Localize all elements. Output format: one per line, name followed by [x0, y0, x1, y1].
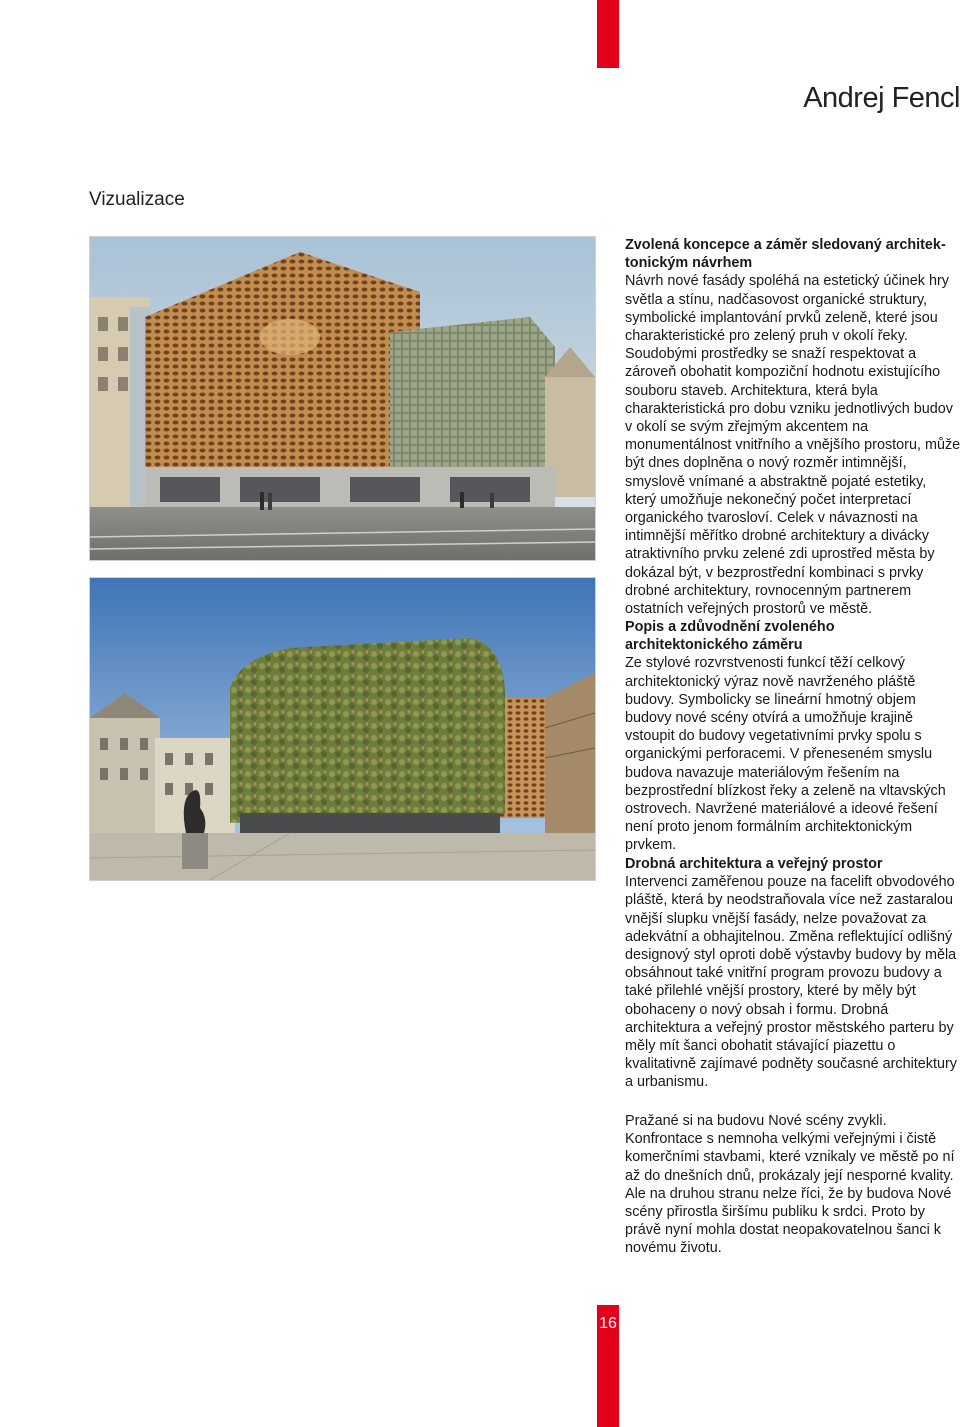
block-text: Ze stylové rozvrstvenosti funkcí těží celkový architektonický výraz nově navrženého pláště budovy. Symbolicky se lineární hmotný objem budovy nové scény otvírá a umožňuje krajině vstoupit do budovy vegetativními prvky spolu s organickými perforacemi. V přeneseném smyslu budova navazuje materiálovým řešením na bezprostřední blízkost řeky a zeleně na vltavských ostrovech. Navržené materiálové a ideové řešení není proto jenom formálním architektonickým prvkem. [625, 655, 946, 854]
text-block-closing [625, 1112, 960, 1258]
block-title: Zvolená koncepce a záměr sledovaný architek- tonickým návrhem [625, 237, 946, 272]
top-accent-bar [597, 0, 619, 68]
block-title: Drobná architektura a veřejný prostor [625, 856, 883, 872]
photo-plaza-view [89, 577, 596, 881]
photo-street-illustration [90, 237, 595, 560]
text-block-concept [625, 236, 960, 618]
text-column-4 [625, 1112, 960, 1258]
text-block-description [625, 618, 960, 855]
block-text: Pražané si na budovu Nové scény zvykli. Konfrontace s nemnoha velkými veřejnými i čistě komerčními stavbami, které vznikaly ve městě po ní až do dnešních dnů, prokázaly její nesporné kvality. Ale na druhou stranu nelze říci, že by budova Nové scény přirostla širšímu publiku k srdci. Proto by právě nyní mohla dostat neopakovatelnou šanci k novému životu. [625, 1113, 955, 1257]
photo-street-view [89, 236, 596, 561]
text-column [625, 236, 960, 618]
block-text: Návrh nové fasády spoléhá na estetický účinek hry světla a stínu, nadčasovost organické struktury, symbolické implantování prvků zeleně, které jsou charakteristické pro zelený pruh v okolí řeky. Soudobými prostředky se snaží respektovat a zároveň obohatit kompoziční hodnotu existujícího souboru staveb. Architektura, která byla charakteristická pro dobu vzniku jednotlivých budov v okolí se svým zřejmým akcentem na monumentálnost vnitřního a vnějšího prostoru, může být dnes doplněna o nový rozměr intimnější, smyslově vnímané a abstraktně pojaté estetiky, který umožňuje nekonečný počet interpretací organického tvarosloví. Celek v návaznosti na intimnější měřítko drobné architektury a divácky atraktivního prvku zelené zdi uprostřed města by dokázal být, v bezprostřední kombinaci s prvky drobné architektury, rovnocenným partnerem ostatních veřejných prostorů ve městě. [625, 273, 960, 618]
page-number-bar [597, 1305, 619, 1427]
page-number: 16 [599, 1315, 617, 1332]
block-title: Popis a zdůvodnění zvoleného architektonického záměru [625, 619, 835, 654]
text-block-small-architecture [625, 855, 960, 1092]
text-column-3 [625, 855, 960, 1092]
section-title: Vizualizace [89, 189, 185, 210]
author-name: Andrej Fencl [803, 82, 960, 114]
text-column-2 [625, 618, 960, 855]
photo-plaza-illustration [90, 578, 595, 880]
block-text: Intervenci zaměřenou pouze na facelift obvodového pláště, která by neodstraňovala více než zastaralou vnější slupku vnější fasády, nelze považovat za adekvátní a obhajitelnou. Změna reflektující odlišný designový styl oproti době výstavby budovy by měla obsáhnout také vnitřní program provozu budovy a také přilehlé vnější prostory, které by měly být obohaceny o nový obsah i formu. Drobná architektura a veřejný prostor městského parteru by měly mít šanci obohatit stávající piazettu o kvalitativně zajímavé podněty současné architektury a urbanismu. [625, 874, 957, 1091]
